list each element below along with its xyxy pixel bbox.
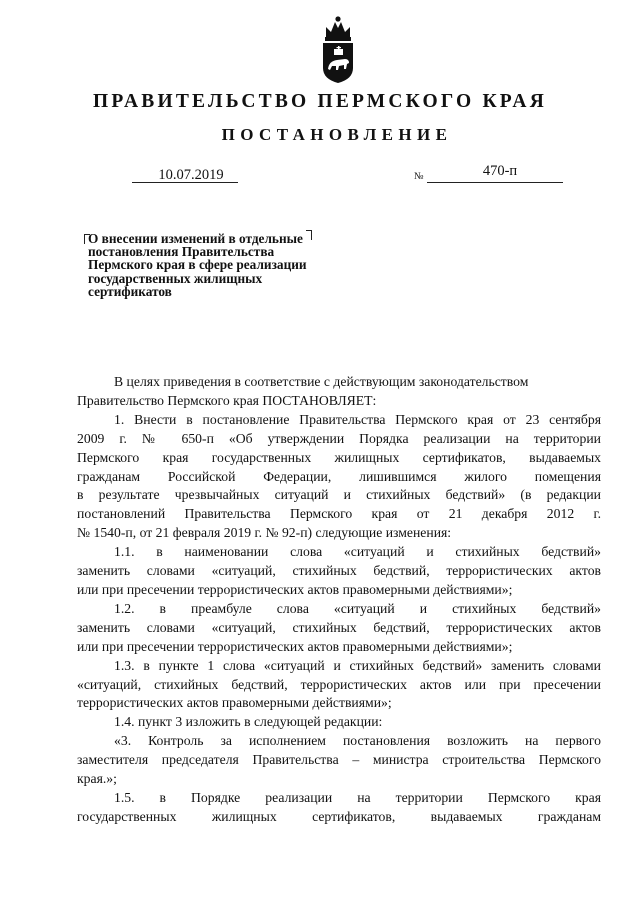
body-line: заменить словами «ситуаций, стихийных бедствий, террористических актов <box>77 619 601 635</box>
body-line: 1.1. в наименовании слова «ситуаций и стихийных бедствий» <box>114 544 601 560</box>
subject-line: постановления Правительства <box>88 244 275 260</box>
body-line: или при пресечении террористических актов правомерными действиями»; <box>77 638 513 654</box>
body-line: заменить словами «ситуаций, стихийных бедствий, террористических актов <box>77 563 601 579</box>
body-line: 2009 г. № 650-п «Об утверждении Порядка реализации на территории <box>77 430 601 446</box>
body-line: «ситуаций, стихийных бедствий, террористических актов или при пресечении <box>77 676 601 692</box>
body-line: гражданам Российской Федерации, лишившимся жилого помещения <box>77 468 601 484</box>
body-line: Правительство Пермского края ПОСТАНОВЛЯЕТ: <box>77 392 377 408</box>
document-subject <box>88 232 358 298</box>
body-line: 1. Внести в постановление Правительства Пермского края от 23 сентября <box>114 411 601 427</box>
subject-line: Пермского края в сфере реализации <box>88 257 307 273</box>
body-line: в результате чрезвычайных ситуаций и стихийных бедствий» (в редакции <box>77 487 601 503</box>
body-line: террористических актов правомерными действиями»; <box>77 695 392 711</box>
body-line: В целях приведения в соответствие с действующим законодательством <box>114 374 529 389</box>
subject-line: сертификатов <box>88 283 172 299</box>
body-line: «3. Контроль за исполнением постановления возложить на первого <box>114 733 601 749</box>
number-underline <box>427 182 563 183</box>
body-line: 1.5. в Порядке реализации на территории Пермского края <box>114 789 601 805</box>
body-line: края.»; <box>77 771 117 787</box>
body-line: 1.4. пункт 3 изложить в следующей редакции: <box>114 714 383 730</box>
document-body <box>77 373 601 827</box>
document-number: 470-п <box>482 163 518 179</box>
body-line: государственных жилищных сертификатов, выдаваемых гражданам <box>77 808 601 824</box>
document-type: ПОСТАНОВЛЕНИЕ <box>221 125 453 144</box>
body-line: или при пресечении террористических актов правомерными действиями»; <box>77 581 513 597</box>
organization-title: ПРАВИТЕЛЬСТВО ПЕРМСКОГО КРАЯ <box>93 91 547 112</box>
body-line: заместителя председателя Правительства – министра строительства Пермского <box>77 752 601 768</box>
body-line: 1.2. в преамбуле слова «ситуаций и стихийных бедствий» <box>114 600 601 616</box>
number-label: № <box>414 171 424 182</box>
subject-line: О внесении изменений в отдельные <box>88 231 303 246</box>
body-line: № 1540-п, от 21 февраля 2019 г. № 92-п) следующие изменения: <box>77 525 452 541</box>
document-date: 10.07.2019 <box>158 167 224 183</box>
perm-krai-coat-of-arms-icon <box>318 14 358 84</box>
body-line: Пермского края государственных жилищных сертификатов, выдаваемых <box>77 449 601 465</box>
body-line: постановлений Правительства Пермского края от 21 декабря 2012 г. <box>77 506 601 522</box>
subject-line: государственных жилищных <box>88 270 263 286</box>
body-line: 1.3. в пункте 1 слова «ситуаций и стихийных бедствий» заменить словами <box>114 657 601 673</box>
